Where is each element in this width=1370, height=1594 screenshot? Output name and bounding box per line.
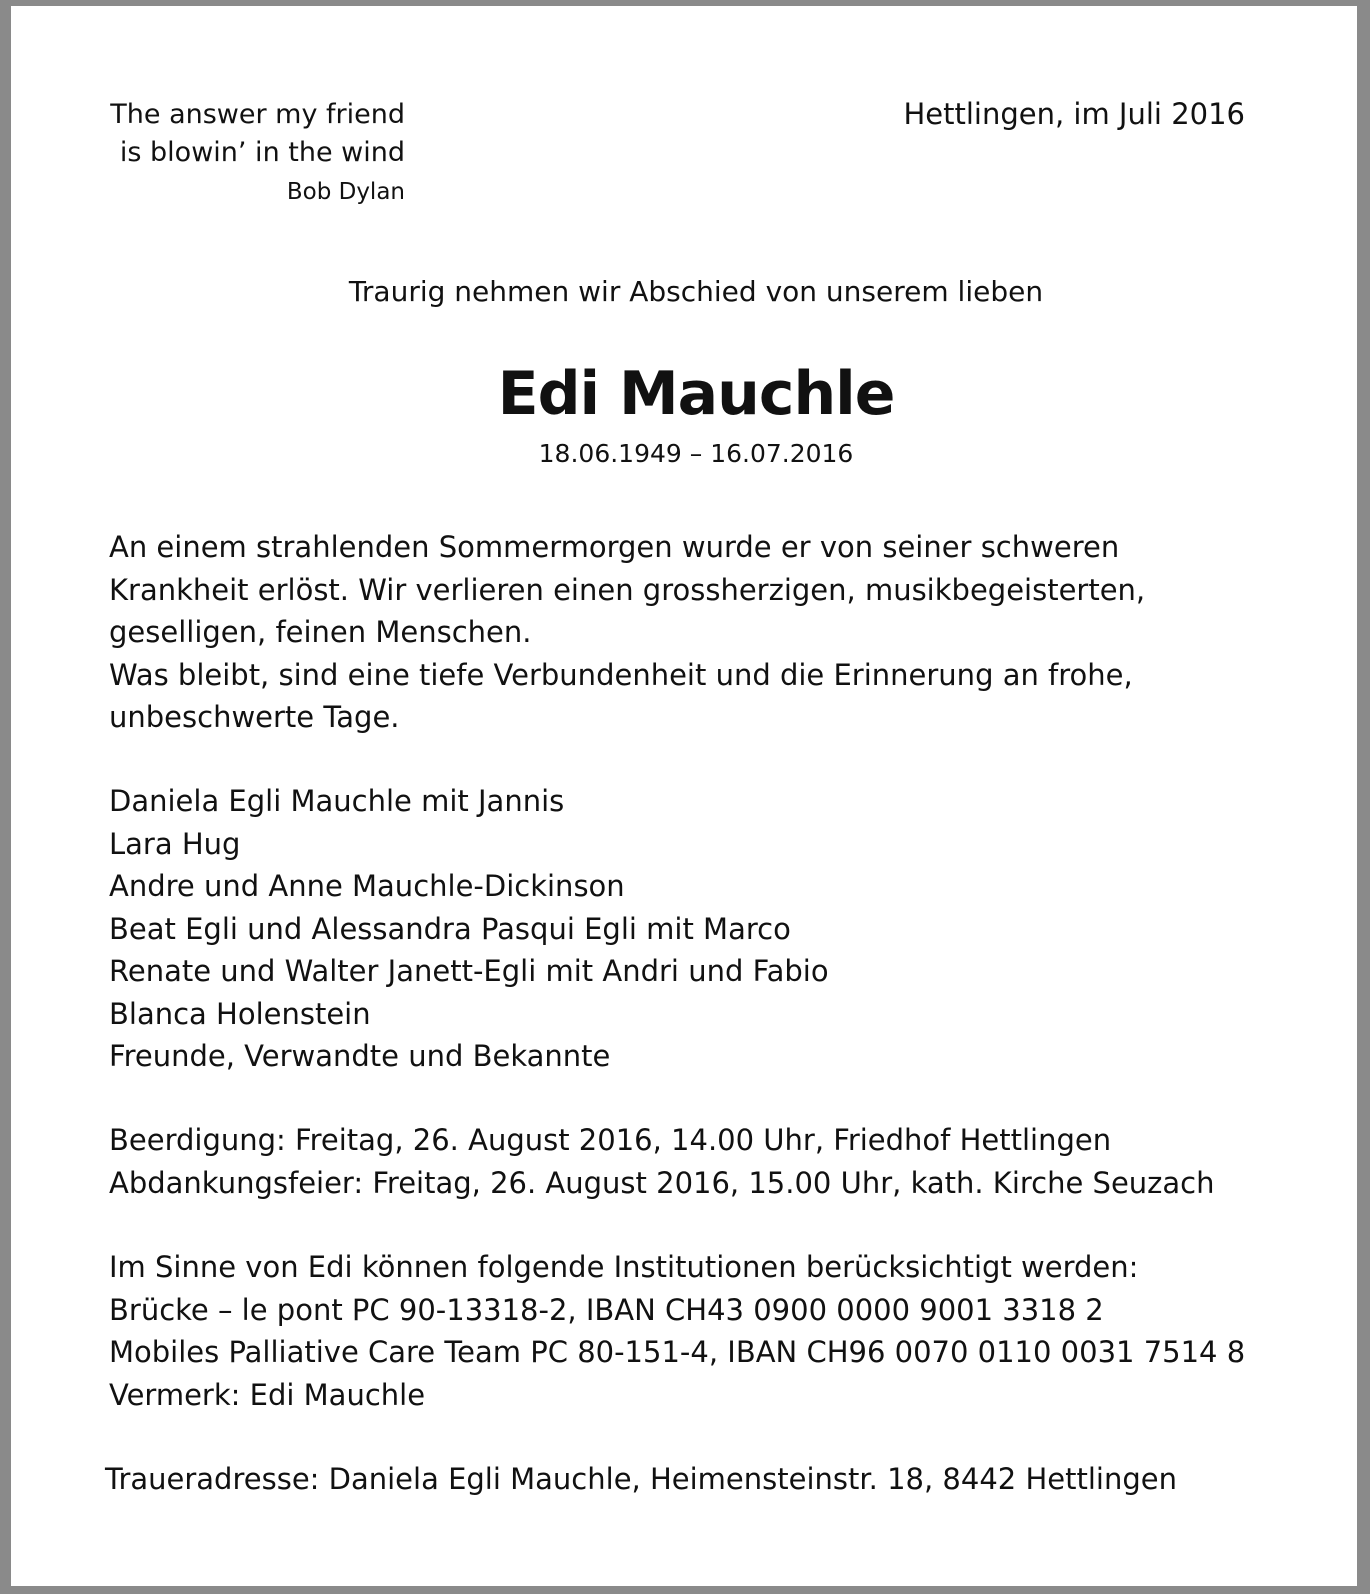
mourner-entry: Andre und Anne Mauchle-Dickinson <box>109 869 625 903</box>
deceased-name: Edi Mauchle <box>497 359 895 429</box>
quote-line: is blowin’ in the wind <box>119 137 405 168</box>
text-line: An einem strahlenden Sommermorgen wurde er von seiner schweren <box>109 530 1120 564</box>
intro-line: Traurig nehmen wir Abschied von unserem lieben <box>348 275 1044 308</box>
mourner-entry: Freunde, Verwandte und Bekannte <box>109 1039 611 1073</box>
funeral-service-line: Abdankungsfeier: Freitag, 26. August 2016, 15.00 Uhr, kath. Kirche Seuzach <box>109 1165 1215 1200</box>
text-line: Was bleibt, sind eine tiefe Verbundenheit und die Erinnerung an frohe, <box>109 657 1133 692</box>
ceremony-details <box>109 1119 1349 1204</box>
mourning-address: Traueradresse: Daniela Egli Mauchle, Heimensteinstr. 18, 8442 Hettlingen <box>105 1462 1177 1496</box>
text-line: unbeschwerte Tage. <box>109 700 400 734</box>
memorial-text <box>109 526 1349 739</box>
mourner-entry: Renate und Walter Janett-Egli mit Andri und Fabio <box>109 954 829 988</box>
mourner-entry: Daniela Egli Mauchle mit Jannis <box>109 784 565 818</box>
mourner-entry: Beat Egli und Alessandra Pasqui Egli mit Marco <box>109 911 791 946</box>
mourners-list <box>109 780 1349 1078</box>
life-dates: 18.06.1949 – 16.07.2016 <box>538 439 854 468</box>
mourner-entry: Lara Hug <box>109 826 241 861</box>
burial-line: Beerdigung: Freitag, 26. August 2016, 14.00 Uhr, Friedhof Hettlingen <box>109 1123 1112 1157</box>
place-date: Hettlingen, im Juli 2016 <box>903 97 1245 131</box>
donation-line: Brücke – le pont PC 90-13318-2, IBAN CH43 0900 0000 9001 3318 2 <box>109 1292 1104 1327</box>
donation-info <box>109 1246 1349 1416</box>
text-line: Krankheit erlöst. Wir verlieren einen grossherzigen, musikbegeisterten, <box>109 572 1146 607</box>
donation-line: Mobiles Palliative Care Team PC 80-151-4, IBAN CH96 0070 0110 0031 7514 8 <box>109 1335 1246 1369</box>
donation-line: Im Sinne von Edi können folgende Institutionen berücksichtigt werden: <box>109 1250 1139 1284</box>
quote-author: Bob Dylan <box>286 179 405 205</box>
text-line: geselligen, feinen Menschen. <box>109 615 532 649</box>
donation-line: Vermerk: Edi Mauchle <box>109 1377 426 1412</box>
quote-line: The answer my friend <box>110 99 405 130</box>
epigraph-quote <box>103 96 405 212</box>
mourner-entry: Blanca Holenstein <box>109 996 371 1031</box>
